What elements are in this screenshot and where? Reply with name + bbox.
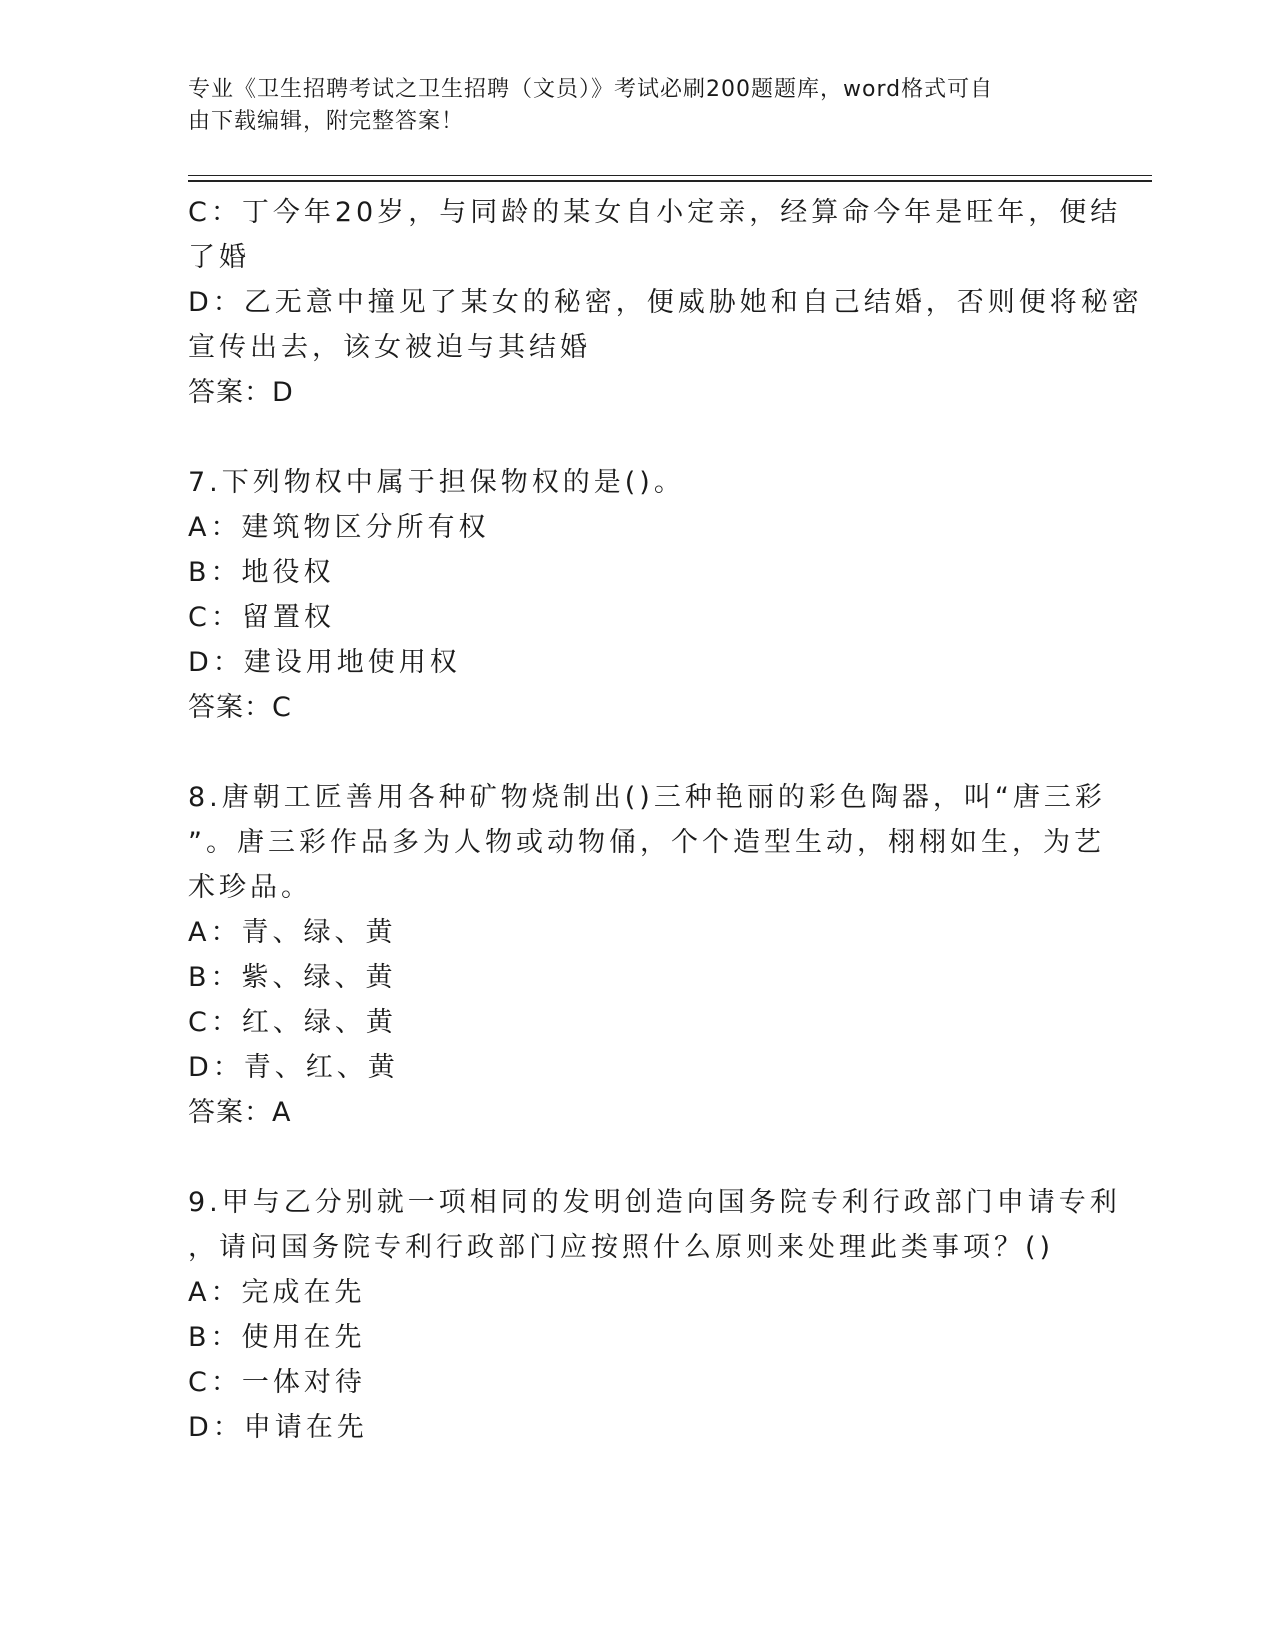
question-6-continued	[188, 190, 1143, 415]
option-c: C：红、绿、黄	[188, 1007, 397, 1038]
document-header	[188, 74, 1068, 138]
option-b: B：紫、绿、黄	[188, 962, 397, 993]
header-title-line-2: 由下载编辑，附完整答案！	[188, 109, 465, 134]
question-stem-line-3: 术珍品。	[188, 872, 312, 903]
question-8	[188, 775, 1106, 1135]
option-d: D：建设用地使用权	[188, 647, 461, 678]
answer-7: 答案：C	[188, 692, 292, 723]
question-stem-line-2: ，请问国务院专利行政部门应按照什么原则来处理此类事项？()	[188, 1232, 1055, 1263]
header-divider-thin	[188, 175, 1152, 176]
option-b: B：使用在先	[188, 1322, 366, 1353]
option-a: A：建筑物区分所有权	[188, 512, 490, 543]
option-a: A：青、绿、黄	[188, 917, 397, 948]
spacer	[188, 415, 1088, 460]
option-d-line-1: D：乙无意中撞见了某女的秘密，便威胁她和自己结婚，否则便将秘密	[188, 287, 1143, 318]
question-list	[188, 190, 1143, 1450]
answer-8: 答案：A	[188, 1097, 292, 1128]
question-stem-line-2: ”。唐三彩作品多为人物或动物俑，个个造型生动，栩栩如生，为艺	[188, 827, 1105, 858]
header-title-line-1: 专业《卫生招聘考试之卫生招聘（文员）》考试必刷200题题库，word格式可自	[188, 77, 994, 102]
option-c-line-2: 了婚	[188, 242, 250, 273]
question-stem-line-1: 9.甲与乙分别就一项相同的发明创造向国务院专利行政部门申请专利	[188, 1187, 1121, 1218]
option-d: D：青、红、黄	[188, 1052, 399, 1083]
option-b: B：地役权	[188, 557, 335, 588]
option-c: C：一体对待	[188, 1367, 366, 1398]
answer-6: 答案：D	[188, 377, 294, 408]
option-c-line-1: C：丁今年20岁，与同龄的某女自小定亲，经算命今年是旺年，便结	[188, 197, 1122, 228]
option-c: C：留置权	[188, 602, 335, 633]
option-d: D：申请在先	[188, 1412, 368, 1443]
question-stem-line-1: 8.唐朝工匠善用各种矿物烧制出()三种艳丽的彩色陶器，叫“唐三彩	[188, 782, 1106, 813]
option-a: A：完成在先	[188, 1277, 366, 1308]
question-stem: 7.下列物权中属于担保物权的是()。	[188, 467, 685, 498]
spacer	[188, 730, 1088, 775]
question-9	[188, 1180, 1121, 1450]
header-divider-thick	[188, 180, 1152, 182]
option-d-line-2: 宣传出去，该女被迫与其结婚	[188, 332, 591, 363]
spacer	[188, 1135, 1088, 1180]
question-7	[188, 460, 1088, 730]
